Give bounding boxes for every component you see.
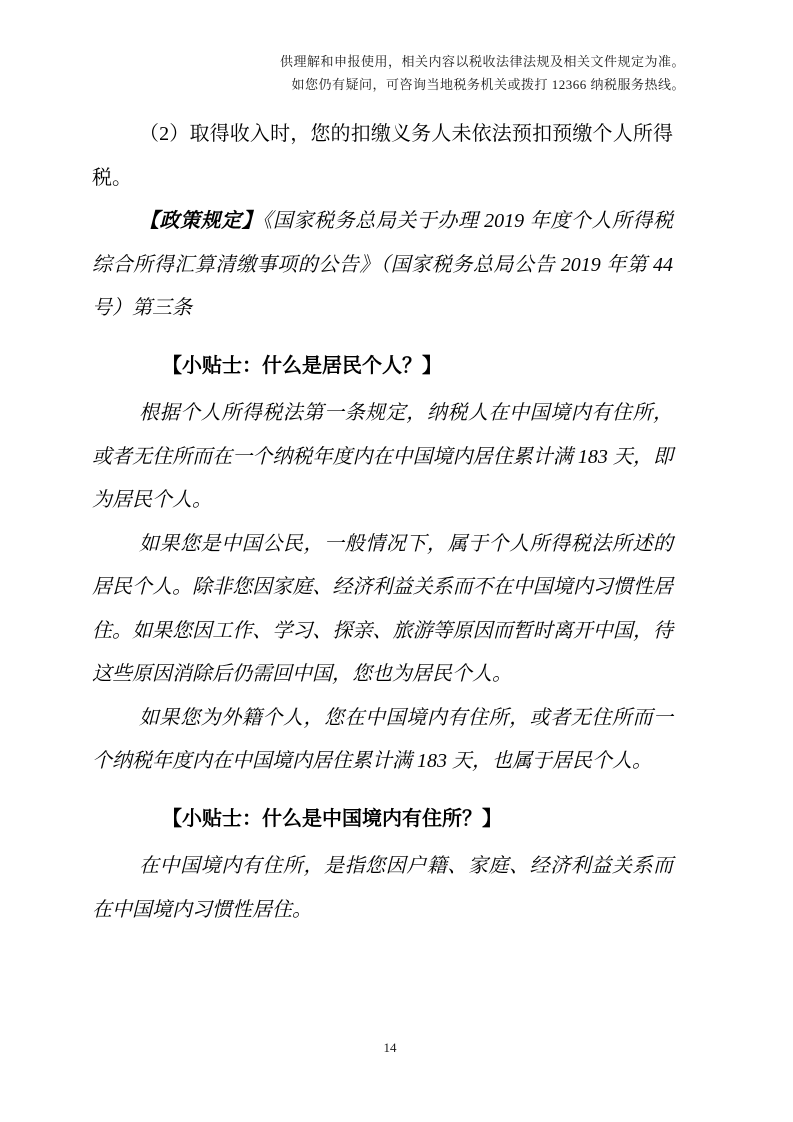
paragraph-domicile-definition: 在中国境内有住所，是指您因户籍、家庭、经济利益关系而在中国境内习惯性居住。 (92, 855, 673, 921)
paragraph-foreign-individual: 如果您为外籍个人，您在中国境内有住所，或者无住所而一个纳税年度内在中国境内居住累计满 183 天，也属于居民个人。 (92, 706, 673, 772)
paragraph-policy-provision (92, 200, 673, 331)
policy-provision-text: 《国家税务总局关于办理 2019 年度个人所得税综合所得汇算清缴事项的公告》（国家税务总局公告 2019 年第 44 号）第三条 (92, 210, 674, 319)
paragraph-withholding-agent: （2）取得收入时，您的扣缴义务人未依法预扣预缴个人所得税。 (92, 123, 673, 189)
page-content (92, 113, 673, 932)
tip-heading-resident-individual: 【小贴士：什么是居民个人？】 (162, 354, 442, 377)
page-number: 14 (383, 1040, 397, 1055)
policy-provision-label: 【政策规定】 (139, 210, 263, 232)
page-footer (0, 1039, 780, 1057)
page-header (280, 50, 685, 96)
tip-heading-domicile-in-china: 【小贴士：什么是中国境内有住所？】 (162, 807, 502, 830)
header-disclaimer-line-1: 供理解和申报使用，相关内容以税收法律法规及相关文件规定为准。 (279, 54, 685, 69)
paragraph-resident-definition: 根据个人所得税法第一条规定，纳税人在中国境内有住所，或者无住所而在一个纳税年度内在中国境内居住累计满 183 天，即为居民个人。 (92, 402, 673, 511)
paragraph-chinese-citizen: 如果您是中国公民，一般情况下，属于个人所得税法所述的居民个人。除非您因家庭、经济利益关系而不在中国境内习惯性居住。如果您因工作、学习、探亲、旅游等原因而暂时离开中国，待这些原因消除后仍需回中国，您也为居民个人。 (92, 532, 673, 685)
header-disclaimer-line-2: 如您仍有疑问，可咨询当地税务机关或拨打 12366 纳税服务热线。 (291, 77, 685, 92)
